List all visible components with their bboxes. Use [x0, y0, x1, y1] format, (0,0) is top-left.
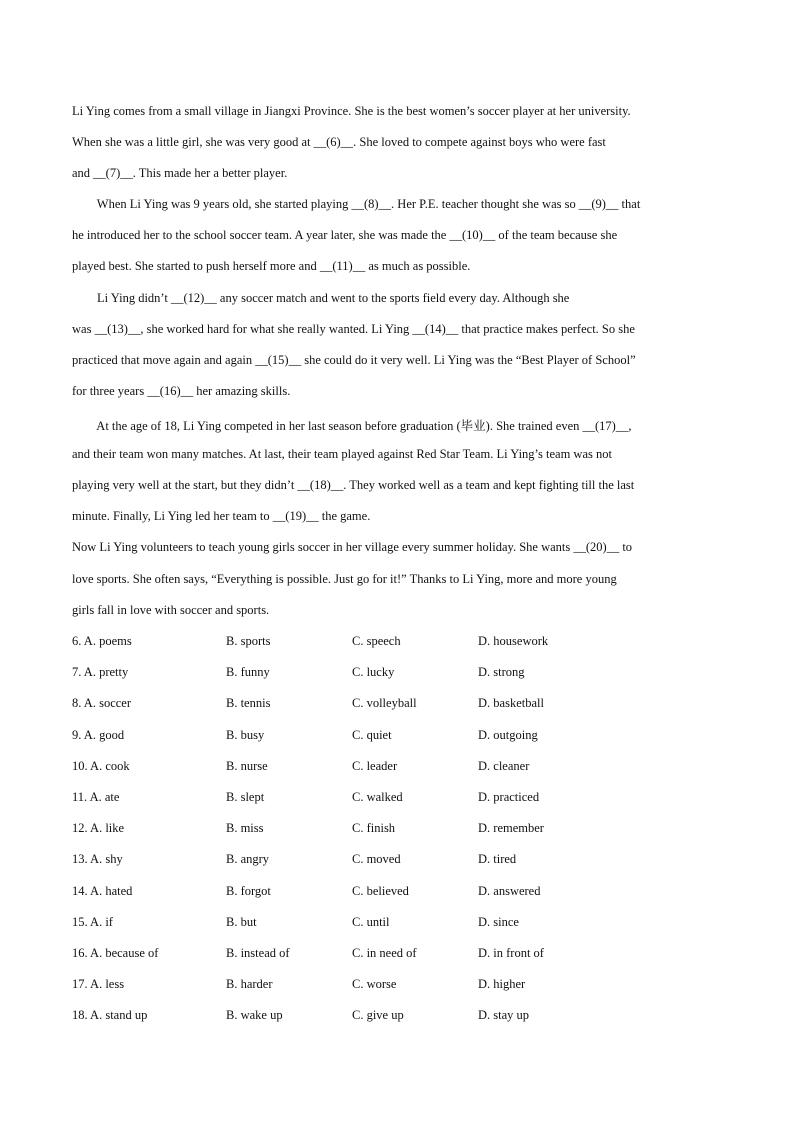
option-b: B. harder: [226, 977, 273, 992]
option-d: D. higher: [478, 977, 526, 992]
option-a: 7. A. pretty: [72, 665, 129, 680]
question-row: [72, 634, 712, 665]
option-c: C. moved: [352, 852, 401, 867]
option-a: 8. A. soccer: [72, 696, 132, 711]
option-b: B. funny: [226, 665, 270, 680]
option-d: D. housework: [478, 634, 549, 648]
question-row: [72, 696, 712, 727]
option-c: C. finish: [352, 821, 396, 836]
question-row: [72, 946, 712, 977]
passage-line: was __(13)__, she worked hard for what she really wanted. Li Ying __(14)__ that practice makes perfect. So she: [72, 322, 635, 336]
option-b: B. sports: [226, 634, 271, 648]
option-a: 9. A. good: [72, 727, 125, 742]
passage-line: Li Ying comes from a small village in Jiangxi Province. She is the best women’s soccer player at her university.: [72, 104, 631, 118]
option-c: C. until: [352, 914, 390, 929]
option-a: 10. A. cook: [72, 758, 130, 773]
passage-line: At the age of 18, Li Ying competed in her last season before graduation (毕业). She trained even __(17)__,: [72, 419, 632, 433]
option-a: 14. A. hated: [72, 883, 133, 898]
option-b: B. forgot: [226, 883, 271, 898]
passage-line: for three years __(16)__ her amazing skills.: [72, 384, 291, 398]
option-b: B. angry: [226, 852, 270, 867]
option-b: B. tennis: [226, 696, 271, 711]
option-b: B. instead of: [226, 945, 290, 960]
option-b: B. miss: [226, 821, 264, 836]
option-c: C. worse: [352, 977, 397, 992]
option-c: C. leader: [352, 758, 398, 773]
option-a: 12. A. like: [72, 821, 125, 836]
passage-line: love sports. She often says, “Everything is possible. Just go for it!” Thanks to Li Ying, more and more young: [72, 572, 617, 586]
option-a: 17. A. less: [72, 977, 125, 992]
option-a: 13. A. shy: [72, 852, 123, 867]
option-b: B. nurse: [226, 758, 268, 773]
option-b: B. busy: [226, 727, 265, 742]
option-d: D. strong: [478, 665, 525, 680]
option-a: 6. A. poems: [72, 634, 132, 648]
question-row: [72, 852, 712, 883]
option-c: C. lucky: [352, 665, 395, 680]
passage-line: When Li Ying was 9 years old, she started playing __(8)__. Her P.E. teacher thought she was so __(9)__ that: [72, 197, 641, 211]
question-row: [72, 1008, 712, 1039]
option-a: 15. A. if: [72, 914, 113, 929]
option-c: C. quiet: [352, 727, 392, 742]
passage-line: he introduced her to the school soccer team. A year later, she was made the __(10)__ of the team because she: [72, 228, 618, 242]
passage-line: Li Ying didn’t __(12)__ any soccer match and went to the sports field every day. Although she: [72, 291, 570, 305]
option-d: D. tired: [478, 852, 517, 867]
question-row: [72, 915, 712, 946]
question-row: [72, 665, 712, 696]
option-c: C. in need of: [352, 945, 417, 960]
option-c: C. walked: [352, 789, 403, 804]
option-d: D. cleaner: [478, 758, 530, 773]
option-b: B. wake up: [226, 1008, 283, 1023]
option-b: B. slept: [226, 789, 265, 804]
option-d: D. in front of: [478, 945, 544, 960]
passage-line: girls fall in love with soccer and sports.: [72, 603, 270, 617]
option-d: D. outgoing: [478, 727, 538, 742]
passage-line: When she was a little girl, she was very good at __(6)__. She loved to compete against boys who were fast: [72, 135, 606, 149]
question-row: [72, 821, 712, 852]
option-d: D. remember: [478, 821, 544, 836]
option-a: 16. A. because of: [72, 945, 159, 960]
passage-line: minute. Finally, Li Ying led her team to __(19)__ the game.: [72, 509, 371, 523]
passage-line: and their team won many matches. At last, their team played against Red Star Team. Li Ying’s team was not: [72, 447, 612, 461]
passage-line: practiced that move again and again __(15)__ she could do it very well. Li Ying was the “Best Player of School”: [72, 353, 636, 367]
question-row: [72, 977, 712, 1008]
option-a: 11. A. ate: [72, 789, 120, 804]
option-d: D. basketball: [478, 696, 544, 711]
option-d: D. practiced: [478, 789, 540, 804]
question-options: [72, 634, 712, 1039]
option-a: 18. A. stand up: [72, 1008, 148, 1023]
question-row: [72, 884, 712, 915]
option-c: C. believed: [352, 883, 409, 898]
option-b: B. but: [226, 914, 257, 929]
option-c: C. speech: [352, 634, 401, 648]
passage-line: playing very well at the start, but they didn’t __(18)__. They worked well as a team and kept fighting till the last: [72, 478, 635, 492]
option-c: C. volleyball: [352, 696, 417, 711]
passage-line: played best. She started to push herself more and __(11)__ as much as possible.: [72, 259, 471, 273]
option-d: D. since: [478, 914, 519, 929]
passage-line: and __(7)__. This made her a better player.: [72, 166, 288, 180]
option-d: D. answered: [478, 883, 541, 898]
question-row: [72, 728, 712, 759]
option-c: C. give up: [352, 1008, 404, 1023]
question-row: [72, 790, 712, 821]
passage-line: Now Li Ying volunteers to teach young girls soccer in her village every summer holiday. She wants __(20)__ to: [72, 540, 633, 554]
question-row: [72, 759, 712, 790]
option-d: D. stay up: [478, 1008, 530, 1023]
